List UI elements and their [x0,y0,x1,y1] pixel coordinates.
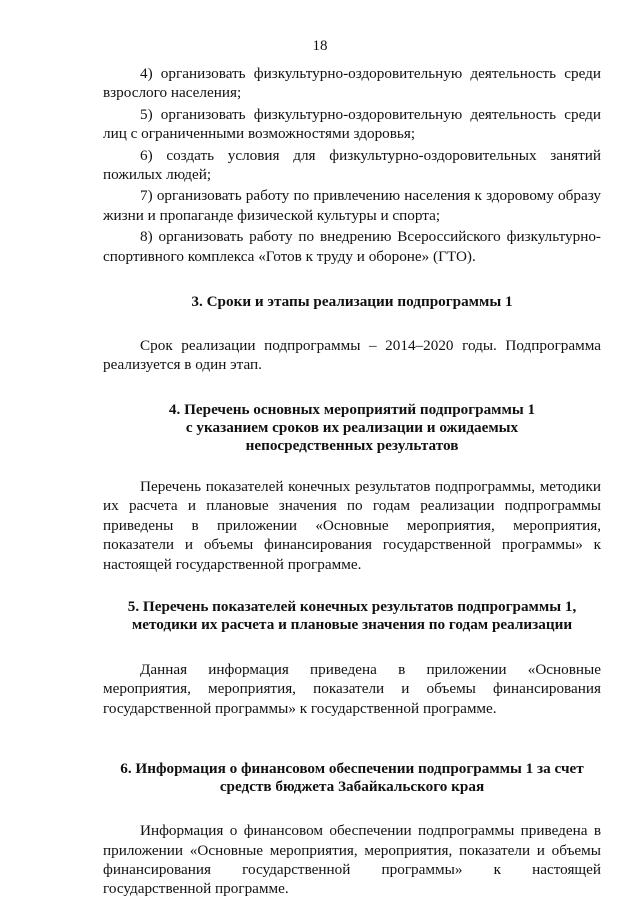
page-number: 18 [312,38,328,54]
section-5-heading-line: методики их расчета и плановые значения по годам реализации [131,615,573,633]
list-item: 4) организовать физкультурно-оздоровительную деятельность среди взрослого населения; [103,65,601,102]
section-4-heading-line: 4. Перечень основных мероприятий подпрограммы 1 [168,400,536,418]
section-5-paragraph: Данная информация приведена в приложении «Основные мероприятия, мероприятия, показатели и объемы финансирования государственной программы» к государственной программе. [103,660,601,717]
list-item: 7) организовать работу по привлечению населения к здоровому образу жизни и пропаганде физической культуры и спорта; [103,187,601,224]
section-6-heading [103,760,601,796]
section-3-heading: 3. Сроки и этапы реализации подпрограммы 1 [191,293,513,311]
section-4-heading [103,401,601,455]
section-4-heading-line: непосредственных результатов [245,436,459,454]
document-body [103,64,601,899]
section-6-heading-line: средств бюджета Забайкальского края [219,778,485,796]
section-5-heading-line: 5. Перечень показателей конечных результатов подпрограммы 1, [127,597,577,615]
list-item: 8) организовать работу по внедрению Всероссийского физкультурно-спортивного комплекса «Готов к труду и обороне» (ГТО). [103,228,601,265]
section-6-paragraph: Информация о финансовом обеспечении подпрограммы приведена в приложении «Основные мероприятия, мероприятия, показатели и объемы финансирования государственной программы» к настоящей государственной программе. [103,822,601,898]
list-item: 6) создать условия для физкультурно-оздоровительных занятий пожилых людей; [103,146,601,184]
section-4-paragraph: Перечень показателей конечных результатов подпрограммы, методики их расчета и плановые значения по годам реализации подпрограммы приведены в приложении «Основные мероприятия, мероприятия, показатели и объемы финансирования государственной программы» к настоящей государственной программе. [103,477,601,573]
section-6-heading-line: 6. Информация о финансовом обеспечении подпрограммы 1 за счет [120,760,584,778]
list-item: 5) организовать физкультурно-оздоровительную деятельность среди лиц с ограниченными возможностями здоровья; [103,105,601,143]
section-3-paragraph: Срок реализации подпрограммы – 2014–2020 годы. Подпрограмма реализуется в один этап. [103,337,601,374]
task-list [103,64,601,266]
section-5-heading [103,598,601,634]
section-4-heading-line: с указанием сроков их реализации и ожидаемых [185,418,519,436]
